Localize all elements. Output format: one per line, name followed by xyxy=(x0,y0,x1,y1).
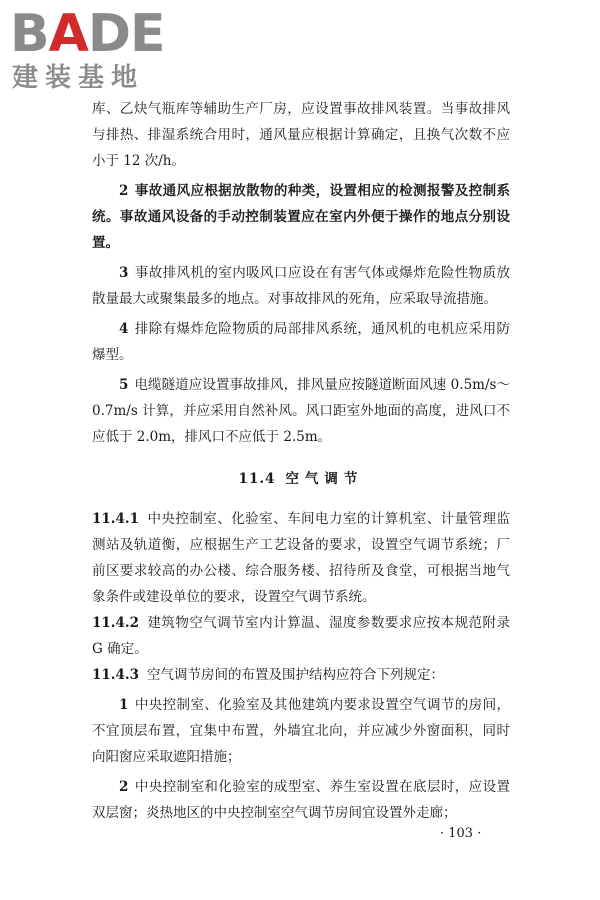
intro-paragraph: 库、乙炔气瓶库等辅助生产厂房，应设置事故排风装置。当事故排风与排热、排湿系统合用时，通风量应根据计算确定，且换气次数不应小于 12 次/h。 xyxy=(92,101,510,169)
item-text: 事故排风机的室内吸风口应设在有害气体或爆炸危险性物质放散量最大或聚集最多的地点。对事故排风的死角，应采取导流措施。 xyxy=(92,265,510,307)
bade-logo xyxy=(10,6,180,92)
item-2 xyxy=(92,178,510,256)
clause-text: 建筑物空气调节室内计算温、湿度参数要求应按本规范附录 G 确定。 xyxy=(92,615,510,657)
clause-text: 中央控制室、化验室、车间电力室的计算机室、计量管理监测站及轨道衡，应根据生产工艺设备的要求，设置空气调节系统；厂前区要求较高的办公楼、综合服务楼、招待所及食堂，可根据当地气象条件或建设单位的要求，设置空气调节系统。 xyxy=(92,511,510,605)
item-number: 4 xyxy=(119,321,129,337)
section-heading xyxy=(92,466,510,492)
item-text: 中央控制室和化验室的成型室、养生室设置在底层时，应设置双层窗；炎热地区的中央控制室空气调节房间宜设置外走廊； xyxy=(92,779,510,821)
clause-11-4-1 xyxy=(92,506,510,610)
item-number: 2 xyxy=(119,183,129,199)
item-5 xyxy=(92,372,510,450)
item-number: 2 xyxy=(119,779,129,795)
item-number: 5 xyxy=(119,377,129,393)
document-body xyxy=(92,96,510,826)
clause-number: 11.4.2 xyxy=(92,615,139,631)
logo-wordmark: BADE xyxy=(10,4,165,64)
sub-item-2 xyxy=(92,774,510,826)
clause-11-4-2 xyxy=(92,610,510,662)
clause-11-4-3 xyxy=(92,662,510,688)
section-title: 空气调节 xyxy=(285,471,364,487)
clause-text: 空气调节房间的布置及围护结构应符合下列规定： xyxy=(146,667,444,683)
item-text: 中央控制室、化验室及其他建筑内要求设置空气调节的房间，不宜顶层布置，宜集中布置，外墙宜北向，并应减少外窗面积，同时向阳窗应采取遮阳措施； xyxy=(92,697,510,765)
item-number: 1 xyxy=(119,697,129,713)
clause-number: 11.4.3 xyxy=(92,667,139,683)
section-number: 11.4 xyxy=(238,471,276,487)
item-3 xyxy=(92,260,510,312)
item-4 xyxy=(92,316,510,368)
page-number: · 103 · xyxy=(440,826,482,841)
item-text: 排除有爆炸危险物质的局部排风系统，通风机的电机应采用防爆型。 xyxy=(92,321,510,363)
item-number: 3 xyxy=(119,265,129,281)
item-text: 电缆隧道应设置事故排风，排风量应按隧道断面风速 0.5m/s～0.7m/s 计算，并应采用自然补风。风口距室外地面的高度，进风口不应低于 2.0m，排风口不应低于 2.5m。 xyxy=(92,377,510,445)
item-text: 事故通风应根据放散物的种类，设置相应的检测报警及控制系统。事故通风设备的手动控制装置应在室内外便于操作的地点分别设置。 xyxy=(92,183,510,251)
clause-number: 11.4.1 xyxy=(92,511,139,527)
logo-accent-letter: A xyxy=(48,4,88,64)
logo-subtitle: 建装基地 xyxy=(12,63,145,93)
sub-item-1 xyxy=(92,692,510,770)
